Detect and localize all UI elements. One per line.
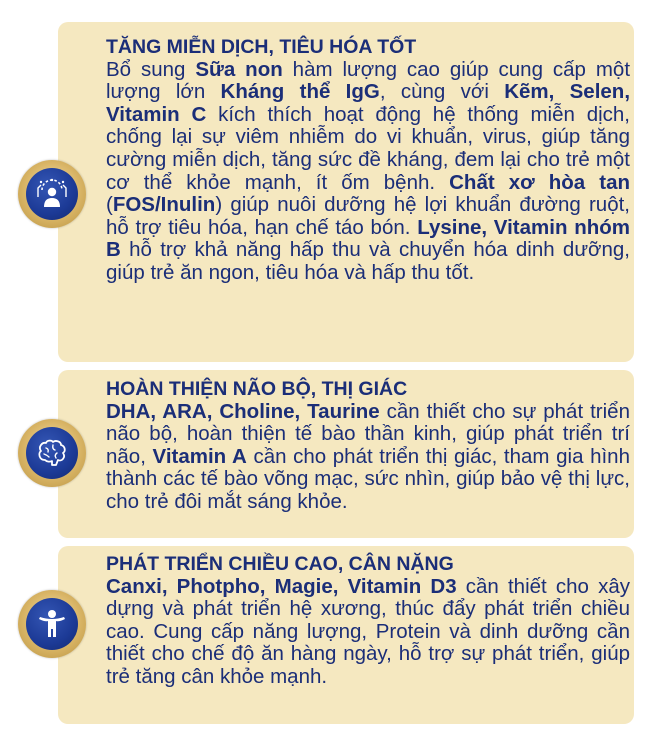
benefit-text-growth [106,553,630,689]
child-growth-icon [35,607,69,641]
immune-person-icon [35,177,69,211]
section-title: HOÀN THIỆN NÃO BỘ, THỊ GIÁC [106,378,408,400]
section-title: TĂNG MIỄN DỊCH, TIÊU HÓA TỐT [106,36,417,58]
benefit-text-brain [106,378,630,514]
brain-badge [18,419,86,487]
benefit-text-immunity [106,36,630,285]
section-body: DHA, ARA, Choline, Taurine cần thiết cho sự phát triển não bộ, hoàn thiện tế bào thần kinh, giúp phát triển trí não, Vitamin A cần cho phát triển thị giác, tham gia hình thành các tế bào võng mạc, sức nhìn, giúp bảo vệ thị lực, cho trẻ đôi mắt sáng khỏe. [106,399,630,513]
immunity-badge [18,160,86,228]
section-body: Canxi, Photpho, Magie, Vitamin D3 cần thiết cho xây dựng và phát triển hệ xương, thúc đẩy phát triển chiều cao. Cung cấp năng lượng, Protein và dinh dưỡng cần thiết cho chế độ ăn hàng ngày, hỗ trợ sự phát triển, giúp trẻ tăng cân khỏe mạnh. [106,574,630,688]
section-title: PHÁT TRIỂN CHIỀU CAO, CÂN NẶNG [106,553,454,575]
growth-badge [18,590,86,658]
brain-icon [35,436,69,470]
section-body: Bổ sung Sữa non hàm lượng cao giúp cung cấp một lượng lớn Kháng thể IgG, cùng với Kẽm, Selen, Vitamin C kích thích hoạt động hệ thống miễn dịch, chống lại sự viêm nhiễm do vi khuẩn, virus, giúp tăng cường miễn dịch, tăng sức đề kháng, đem lại cho trẻ một cơ thể khỏe mạnh, ít ốm bệnh. Chất xơ hòa tan (FOS/Inulin) giúp nuôi dưỡng hệ lợi khuẩn đường ruột, hỗ trợ tiêu hóa, hạn chế táo bón. Lysine, Vitamin nhóm B hỗ trợ khả năng hấp thu và chuyển hóa dinh dưỡng, giúp trẻ ăn ngon, tiêu hóa và hấp thu tốt. [106,57,631,284]
